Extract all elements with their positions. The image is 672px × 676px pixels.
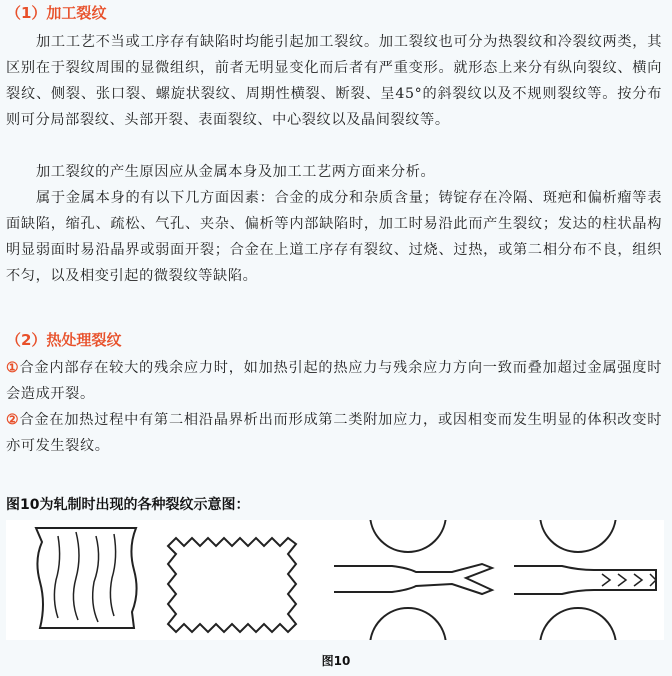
exit-crack-panel	[514, 520, 656, 640]
edge-crack-panel	[168, 538, 296, 632]
figure-label: 图10	[321, 654, 351, 668]
section-title-heat-treatment-cracks: （2）热处理裂纹	[6, 331, 122, 349]
paragraph-metal-factors: 属于金属本身的有以下几方面因素：合金的成分和杂质含量；铸锭存在冷隔、斑疤和偏析瘤等表面缺陷，缩孔、疏松、气孔、夹杂、偏析等内部缺陷时，加工时易沿此而产生裂纹；发达的柱状晶构明显弱面时易沿晶界或弱面开裂；合金在上道工序存有裂纹、过烧、过热，或第二相分布不良，组织不匀，以及相变引起的微裂纹等缺陷。	[6, 190, 662, 284]
item-marker: ②	[6, 412, 20, 428]
crack-diagram	[6, 520, 664, 640]
crack-diagram-svg	[6, 520, 664, 640]
paragraph-machining-causes: 加工裂纹的产生原因应从金属本身及加工工艺两方面来分析。	[36, 164, 436, 180]
item-text: 合金内部存在较大的残余应力时，如加热引起的热应力与残余应力方向一致而叠加超过金属强度时会造成开裂。	[6, 360, 662, 402]
longitudinal-crack-panel	[36, 528, 137, 628]
section-title-machining-cracks: （1）加工裂纹	[6, 4, 107, 22]
item-text: 合金在加热过程中有第二相沿晶界析出而形成第二类附加应力，或因相变而发生明显的体积改变时亦可发生裂纹。	[6, 412, 662, 454]
split-crack-panel	[334, 520, 492, 640]
item-marker: ①	[6, 360, 20, 376]
paragraph-machining-intro: 加工工艺不当或工序存有缺陷时均能引起加工裂纹。加工裂纹也可分为热裂纹和冷裂纹两类，其区别在于裂纹周围的显微组织，前者无明显变化而后者有严重变形。就形态上来分有纵向裂纹、横向裂纹、侧裂、张口裂、螺旋状裂纹、周期性横裂、断裂、呈45°的斜裂纹以及不规则裂纹等。按分布则可分局部裂纹、头部开裂、表面裂纹、中心裂纹以及晶间裂纹等。	[6, 34, 662, 128]
figure-heading: 图10为轧制时出现的各种裂纹示意图：	[6, 497, 250, 513]
list-item	[6, 407, 662, 459]
list-item	[6, 355, 662, 407]
